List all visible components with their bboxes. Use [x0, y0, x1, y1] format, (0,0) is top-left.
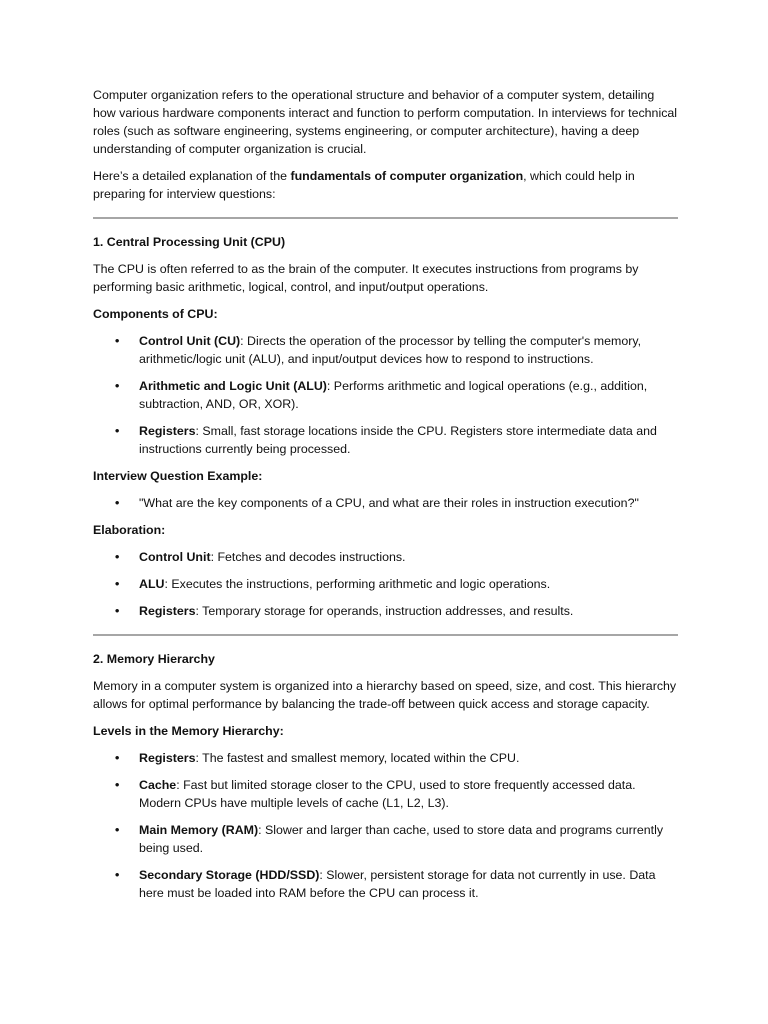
- list-item-text: : Small, fast storage locations inside the CPU. Registers store intermediate data and instructions currently being processed.: [139, 424, 657, 456]
- bullet-icon: •: [115, 550, 120, 564]
- list-item-text: : Slower and larger than cache, used to store data and programs currently being used.: [139, 823, 664, 855]
- list-item-term: Main Memory (RAM): [139, 823, 259, 837]
- section-divider: [93, 634, 678, 636]
- question-list: [93, 494, 678, 512]
- list-item-text: : Temporary storage for operands, instruction addresses, and results.: [195, 604, 574, 618]
- components-list: [93, 332, 678, 458]
- question-label: Interview Question Example:: [93, 469, 263, 483]
- list-item-text: : The fastest and smallest memory, located within the CPU.: [195, 751, 520, 765]
- list-item-term: Cache: [139, 778, 177, 792]
- list-item: [93, 866, 678, 902]
- list-item-term: Registers: [139, 424, 196, 438]
- list-item: [93, 422, 678, 458]
- intro-emphasis: fundamentals of computer organization: [290, 169, 524, 183]
- bullet-icon: •: [115, 334, 120, 348]
- intro-text: Here’s a detailed explanation of the: [93, 169, 291, 183]
- question-text: "What are the key components of a CPU, and what are their roles in instruction execution?": [139, 496, 639, 510]
- bullet-icon: •: [115, 751, 120, 765]
- section-heading-memory: 2. Memory Hierarchy: [93, 652, 215, 666]
- list-item-term: Secondary Storage (HDD/SSD): [139, 868, 320, 882]
- list-item-term: Control Unit (CU): [139, 334, 241, 348]
- list-item-term: ALU: [139, 577, 165, 591]
- bullet-icon: •: [115, 778, 120, 792]
- elaboration-list: [93, 548, 678, 620]
- elaboration-label: Elaboration:: [93, 523, 166, 537]
- list-item: [93, 332, 678, 368]
- list-item-term: Registers: [139, 751, 196, 765]
- bullet-icon: •: [115, 379, 120, 393]
- levels-list: [93, 749, 678, 902]
- list-item: [93, 749, 678, 767]
- levels-label: Levels in the Memory Hierarchy:: [93, 724, 284, 738]
- list-item-text: : Executes the instructions, performing arithmetic and logic operations.: [164, 577, 551, 591]
- bullet-icon: •: [115, 823, 120, 837]
- list-item: [93, 377, 678, 413]
- memory-description: Memory in a computer system is organized into a hierarchy based on speed, size, and cost. This hierarchy allows for optimal performance by balancing the trade-off between quick access and storage capacity.: [93, 679, 677, 711]
- list-item-text: : Performs arithmetic and logical operations (e.g., addition, subtraction, AND, OR, XOR).: [139, 379, 648, 411]
- bullet-icon: •: [115, 424, 120, 438]
- document-page: [93, 86, 678, 911]
- bullet-icon: •: [115, 577, 120, 591]
- list-item: [93, 494, 678, 512]
- intro-paragraph: Computer organization refers to the operational structure and behavior of a computer system, detailing how various hardware components interact and function to perform computation. In interviews for technical roles (such as software engineering, systems engineering, or computer architecture), having a deep understanding of computer organization is crucial.: [93, 88, 678, 156]
- bullet-icon: •: [115, 496, 120, 510]
- list-item-text: : Directs the operation of the processor by telling the computer's memory, arithmetic/logic unit (ALU), and input/output devices how to respond to instructions.: [139, 334, 642, 366]
- list-item-term: Control Unit: [139, 550, 211, 564]
- list-item: [93, 548, 678, 566]
- list-item-text: : Fast but limited storage closer to the CPU, used to store frequently accessed data. Modern CPUs have multiple levels of cache (L1, L2, L3).: [139, 778, 636, 810]
- section-heading-cpu: 1. Central Processing Unit (CPU): [93, 235, 286, 249]
- intro-text-end: , which could help in preparing for interview questions:: [93, 169, 635, 201]
- list-item-term: Registers: [139, 604, 196, 618]
- list-item: [93, 821, 678, 857]
- list-item-text: : Fetches and decodes instructions.: [210, 550, 406, 564]
- cpu-description: The CPU is often referred to as the brain of the computer. It executes instructions from programs by performing basic arithmetic, logical, control, and input/output operations.: [93, 262, 639, 294]
- intro-paragraph-2: [93, 167, 678, 203]
- bullet-icon: •: [115, 868, 120, 882]
- list-item-text: : Slower, persistent storage for data not currently in use. Data here must be loaded into RAM before the CPU can process it.: [139, 868, 656, 900]
- list-item-term: Arithmetic and Logic Unit (ALU): [139, 379, 327, 393]
- list-item: [93, 602, 678, 620]
- section-divider: [93, 217, 678, 219]
- list-item: [93, 776, 678, 812]
- components-label: Components of CPU:: [93, 307, 218, 321]
- bullet-icon: •: [115, 604, 120, 618]
- list-item: [93, 575, 678, 593]
